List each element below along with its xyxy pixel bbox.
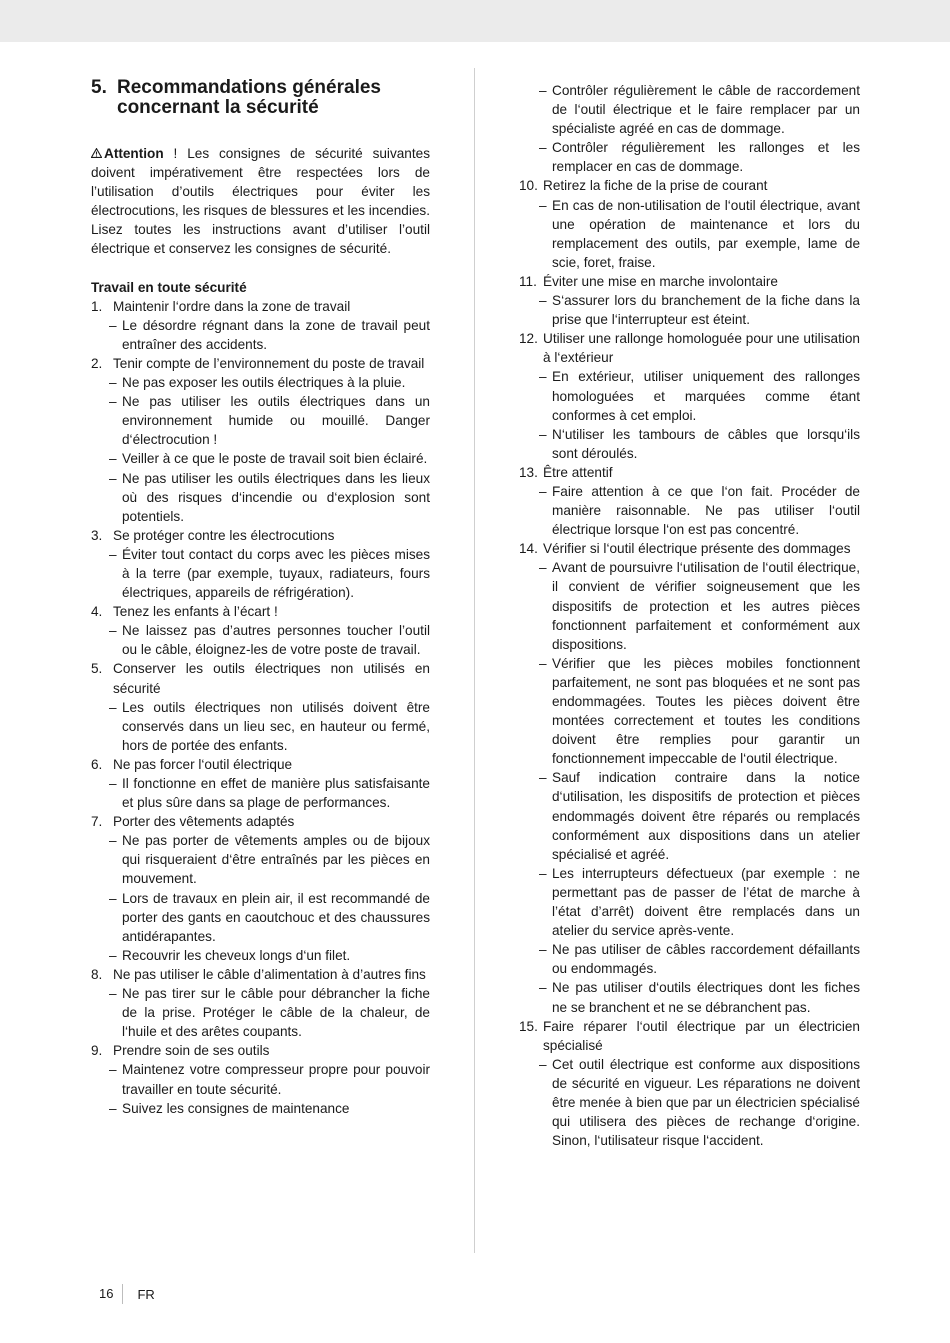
dash-bullet: –: [109, 1100, 117, 1116]
item-number: 9.: [91, 1043, 103, 1059]
sub-item-text: Ne laissez pas d’autres personnes toucher l’outil ou le câble, éloignez-les de votre poste de travail.: [122, 623, 430, 658]
item-text: Retirez la fiche de la prise de courant: [543, 178, 768, 194]
item-number: 8.: [91, 966, 103, 982]
dash-bullet: –: [539, 560, 547, 576]
continued-subitems: [519, 81, 860, 176]
item-text: Tenez les enfants à l’écart !: [113, 604, 278, 620]
list-item: [91, 526, 430, 545]
item-number: 6.: [91, 756, 103, 772]
dash-bullet: –: [109, 776, 117, 791]
list-item: [91, 659, 430, 697]
dash-bullet: –: [109, 986, 117, 1002]
sub-item-text: Ne pas utiliser de câbles raccordement défaillants ou endommagés.: [552, 942, 860, 977]
attention-label: Attention: [104, 146, 164, 161]
sub-item-text: Ne pas utiliser les outils électriques dans les lieux où des risques d‘incendie ou d‘explosion sont potentiels.: [122, 470, 430, 524]
item-text: Se protéger contre les électrocutions: [113, 527, 335, 543]
dash-bullet: –: [539, 483, 547, 499]
list-item: [91, 755, 430, 774]
section-title-line1: Recommandations générales: [117, 77, 381, 98]
sub-item-text: Les outils électriques non utilisés doivent être conservés dans un lieu sec, en hauteur ou fermé, hors de portée des enfants.: [122, 699, 430, 753]
sub-item: [91, 1060, 430, 1098]
dash-bullet: –: [109, 546, 117, 562]
dash-bullet: –: [109, 317, 117, 333]
item-text: Ne pas utiliser le câble d’alimentation à d’autres fins: [113, 966, 426, 982]
dash-bullet: –: [109, 394, 117, 410]
sub-item: [91, 984, 430, 1041]
list-item: [519, 1017, 860, 1055]
dash-bullet: –: [109, 1062, 117, 1078]
warning-triangle-icon: [91, 144, 104, 163]
dash-bullet: –: [109, 890, 117, 906]
sub-item: [91, 545, 430, 602]
sub-item: [519, 1055, 860, 1150]
dash-bullet: –: [109, 623, 117, 639]
sub-item: [91, 316, 430, 354]
sub-item-text: Lors de travaux en plein air, il est recommandé de porter des gants en caoutchouc et des chaussures antidérapantes.: [122, 890, 430, 944]
sub-item-text: En cas de non-utilisation de l‘outil électrique, avant une opération de maintenance et lors du remplacement des outils, par exemple, lame de scie, foret, fraise.: [552, 197, 860, 270]
item-number: 14.: [519, 541, 538, 557]
sub-item-text: Ne pas utiliser les outils électriques dans un environnement humide ou mouillé. Danger d‘électrocution !: [122, 394, 430, 448]
list-item: [91, 965, 430, 984]
section-title: [91, 78, 430, 118]
sub-item: [91, 469, 430, 526]
dash-bullet: –: [539, 140, 547, 156]
dash-bullet: –: [109, 470, 117, 486]
dash-bullet: –: [539, 1056, 547, 1072]
intro-paragraph: [91, 144, 430, 259]
right-column: [519, 81, 860, 1150]
sub-item-text: Suivez les consignes de maintenance: [122, 1100, 350, 1116]
sub-item-text: Vérifier que les pièces mobiles fonctionnent parfaitement, ne sont pas bloquées et ne sont pas endommagées. Toutes les pièces doivent être montées correctement et toutes les conditions doivent être remplies pour garantir un fonctionnement impeccable de l‘outil électrique.: [552, 655, 860, 767]
item-number: 10.: [519, 178, 538, 194]
sub-item: [91, 392, 430, 449]
item-number: 15.: [519, 1018, 538, 1034]
dash-bullet: –: [539, 655, 547, 671]
list-item: [91, 1041, 430, 1060]
sub-item-text: Sauf indication contraire dans la notice d‘utilisation, les dispositifs de protection et pièces endommagés doivent être réparés ou remplacés conformément aux dispositions dans un atelier spécialisé et agréé.: [552, 770, 860, 862]
sub-item: [91, 449, 430, 468]
list-item: [519, 329, 860, 367]
list-item: [519, 539, 860, 558]
dash-bullet: –: [109, 947, 117, 963]
item-number: 12.: [519, 331, 538, 347]
dash-bullet: –: [109, 451, 117, 467]
sub-item-text: Maintenez votre compresseur propre pour pouvoir travailler en toute sécurité.: [122, 1062, 430, 1097]
sub-item: [91, 1099, 430, 1118]
sub-item-text: Ne pas utiliser d‘outils électriques dont les fiches ne se branchent et ne se débranchent pas.: [552, 980, 860, 1015]
sub-item-text: Ne pas tirer sur le câble pour débrancher la fiche de la prise. Protéger le câble de la chaleur, de l‘huile et des arêtes coupants.: [122, 986, 430, 1040]
dash-bullet: –: [539, 865, 547, 881]
dash-bullet: –: [539, 293, 547, 309]
dash-bullet: –: [109, 699, 117, 715]
sub-item-text: Il fonctionne en effet de manière plus satisfaisante et plus sûre dans sa plage de performances.: [122, 776, 430, 811]
sub-item-text: En extérieur, utiliser uniquement des rallonges homologuées et marquées comme étant conformes à cet emploi.: [552, 369, 860, 423]
dash-bullet: –: [109, 833, 117, 849]
section-number: 5.: [91, 77, 107, 98]
dash-bullet: –: [539, 942, 547, 958]
sub-item: [519, 425, 860, 463]
item-number: 11.: [519, 273, 537, 289]
item-text: Faire réparer l‘outil électrique par un électricien spécialisé: [543, 1018, 860, 1053]
sub-item: [519, 196, 860, 272]
dash-bullet: –: [539, 369, 547, 385]
sub-item: [519, 864, 860, 940]
list-item: [91, 602, 430, 621]
sub-item-text: Faire attention à ce que l‘on fait. Procéder de manière raisonnable. Ne pas utiliser l‘outil électrique lorsque l‘on est pas concentré.: [552, 483, 860, 538]
top-bar: [0, 0, 950, 42]
item-text: Maintenir l‘ordre dans la zone de travail: [113, 298, 351, 314]
dash-bullet: –: [539, 770, 547, 786]
sub-item-text: N‘utiliser les tambours de câbles que lorsqu‘ils sont déroulés.: [552, 426, 860, 461]
sub-item: [519, 138, 860, 176]
list-item: [91, 354, 430, 373]
dash-bullet: –: [539, 197, 547, 213]
dash-bullet: –: [539, 83, 547, 98]
item-text: Utiliser une rallonge homologuée pour une utilisation à l‘extérieur: [543, 331, 860, 366]
page-footer: [99, 1284, 155, 1304]
section-title-line2: concernant la sécurité: [117, 97, 319, 118]
sub-item: [519, 978, 860, 1016]
sub-item: [519, 768, 860, 863]
sub-item-text: Cet outil électrique est conforme aux dispositions de sécurité en vigueur. Les réparations ne doivent être menée à bien que par un électricien spécialisé qui utilisera des pièces de rechange d‘origine. Sinon, l‘utilisateur risque l‘accident.: [552, 1056, 860, 1149]
list-item: [91, 812, 430, 831]
item-number: 7.: [91, 814, 103, 830]
sub-item-text: S‘assurer lors du branchement de la fiche dans la prise que l‘interrupteur est éteint.: [552, 293, 860, 328]
sub-item: [91, 774, 430, 812]
sub-item: [91, 698, 430, 755]
item-number: 13.: [519, 464, 538, 480]
item-text: Ne pas forcer l‘outil électrique: [113, 756, 293, 772]
dash-bullet: –: [539, 426, 547, 442]
sub-item: [519, 482, 860, 539]
item-text: Vérifier si l‘outil électrique présente des dommages: [543, 541, 851, 557]
instruction-list: [91, 297, 430, 1118]
item-text: Éviter une mise en marche involontaire: [543, 273, 778, 289]
sub-item: [519, 558, 860, 653]
list-item: [519, 272, 860, 291]
sub-item: [91, 373, 430, 392]
instruction-list-continued: [519, 176, 860, 1150]
dash-bullet: –: [109, 375, 117, 391]
sub-item-text: Ne pas porter de vêtements amples ou de bijoux qui risqueraient d‘être entraînés par les pièces en mouvement.: [122, 833, 430, 887]
item-number: 1.: [91, 298, 103, 314]
sub-item: [91, 946, 430, 965]
left-column: [91, 78, 430, 1118]
page-number: 16: [99, 1284, 123, 1304]
sub-item: [91, 831, 430, 888]
item-text: Prendre soin de ses outils: [113, 1043, 270, 1059]
sub-item-text: Recouvrir les cheveux longs d‘un filet.: [122, 947, 351, 963]
item-text: Porter des vêtements adaptés: [113, 814, 295, 830]
sub-item: [91, 889, 430, 946]
list-item: [519, 176, 860, 195]
item-text: Être attentif: [543, 464, 613, 480]
item-text: Conserver les outils électriques non utilisés en sécurité: [113, 661, 430, 696]
list-item: [519, 463, 860, 482]
sub-item: [519, 654, 860, 769]
sub-item-text: Contrôler régulièrement le câble de raccordement de l‘outil électrique et le faire remplacer par un spécialiste agréé en cas de dommage.: [552, 83, 860, 137]
item-number: 3.: [91, 527, 103, 543]
item-text: Tenir compte de l’environnement du poste de travail: [113, 355, 425, 371]
item-number: 5.: [91, 661, 103, 677]
sub-item: [519, 291, 860, 329]
sub-item-text: Ne pas exposer les outils électriques à la pluie.: [122, 375, 406, 391]
sub-item-text: Avant de poursuivre l‘utilisation de l‘outil électrique, il convient de vérifier soigneusement que les dispositifs de protection et les autres pièces fonctionnent parfaitement et conformément aux dispositions.: [552, 560, 860, 652]
sub-item-text: Les interrupteurs défectueux (par exemple : ne permettant pas de passer de l’état de marche à l’état d’arrêt) doivent être remplacés dans un atelier du service après-vente.: [552, 865, 860, 939]
sub-item: [519, 81, 860, 138]
column-divider: [474, 68, 475, 1253]
intro-text: ! Les consignes de sécurité suivantes doivent impérativement être respectées lors de l’utilisation d’outils électriques pour éviter les électrocutions, les risques de blessures et les incendies. Lisez toutes les instructions avant d’utiliser l’outil électrique et conservez les consignes de sécurité.: [91, 146, 430, 257]
sub-item: [91, 621, 430, 659]
list-item: [91, 297, 430, 316]
sub-item-text: Contrôler régulièrement les rallonges et les remplacer en cas de dommage.: [552, 140, 860, 175]
sub-item: [519, 940, 860, 978]
subheading: Travail en toute sécurité: [91, 279, 247, 295]
sub-item-text: Veiller à ce que le poste de travail soit bien éclairé.: [122, 451, 428, 467]
item-number: 2.: [91, 355, 103, 371]
sub-item: [519, 367, 860, 424]
language-code: FR: [137, 1286, 155, 1302]
sub-item-text: Le désordre régnant dans la zone de travail peut entraîner des accidents.: [122, 317, 430, 352]
sub-item-text: Éviter tout contact du corps avec les pièces mises à la terre (par exemple, tuyaux, radiateurs, fours électriques, appareils de réfrigération).: [122, 546, 430, 601]
item-number: 4.: [91, 604, 103, 620]
dash-bullet: –: [539, 980, 547, 996]
